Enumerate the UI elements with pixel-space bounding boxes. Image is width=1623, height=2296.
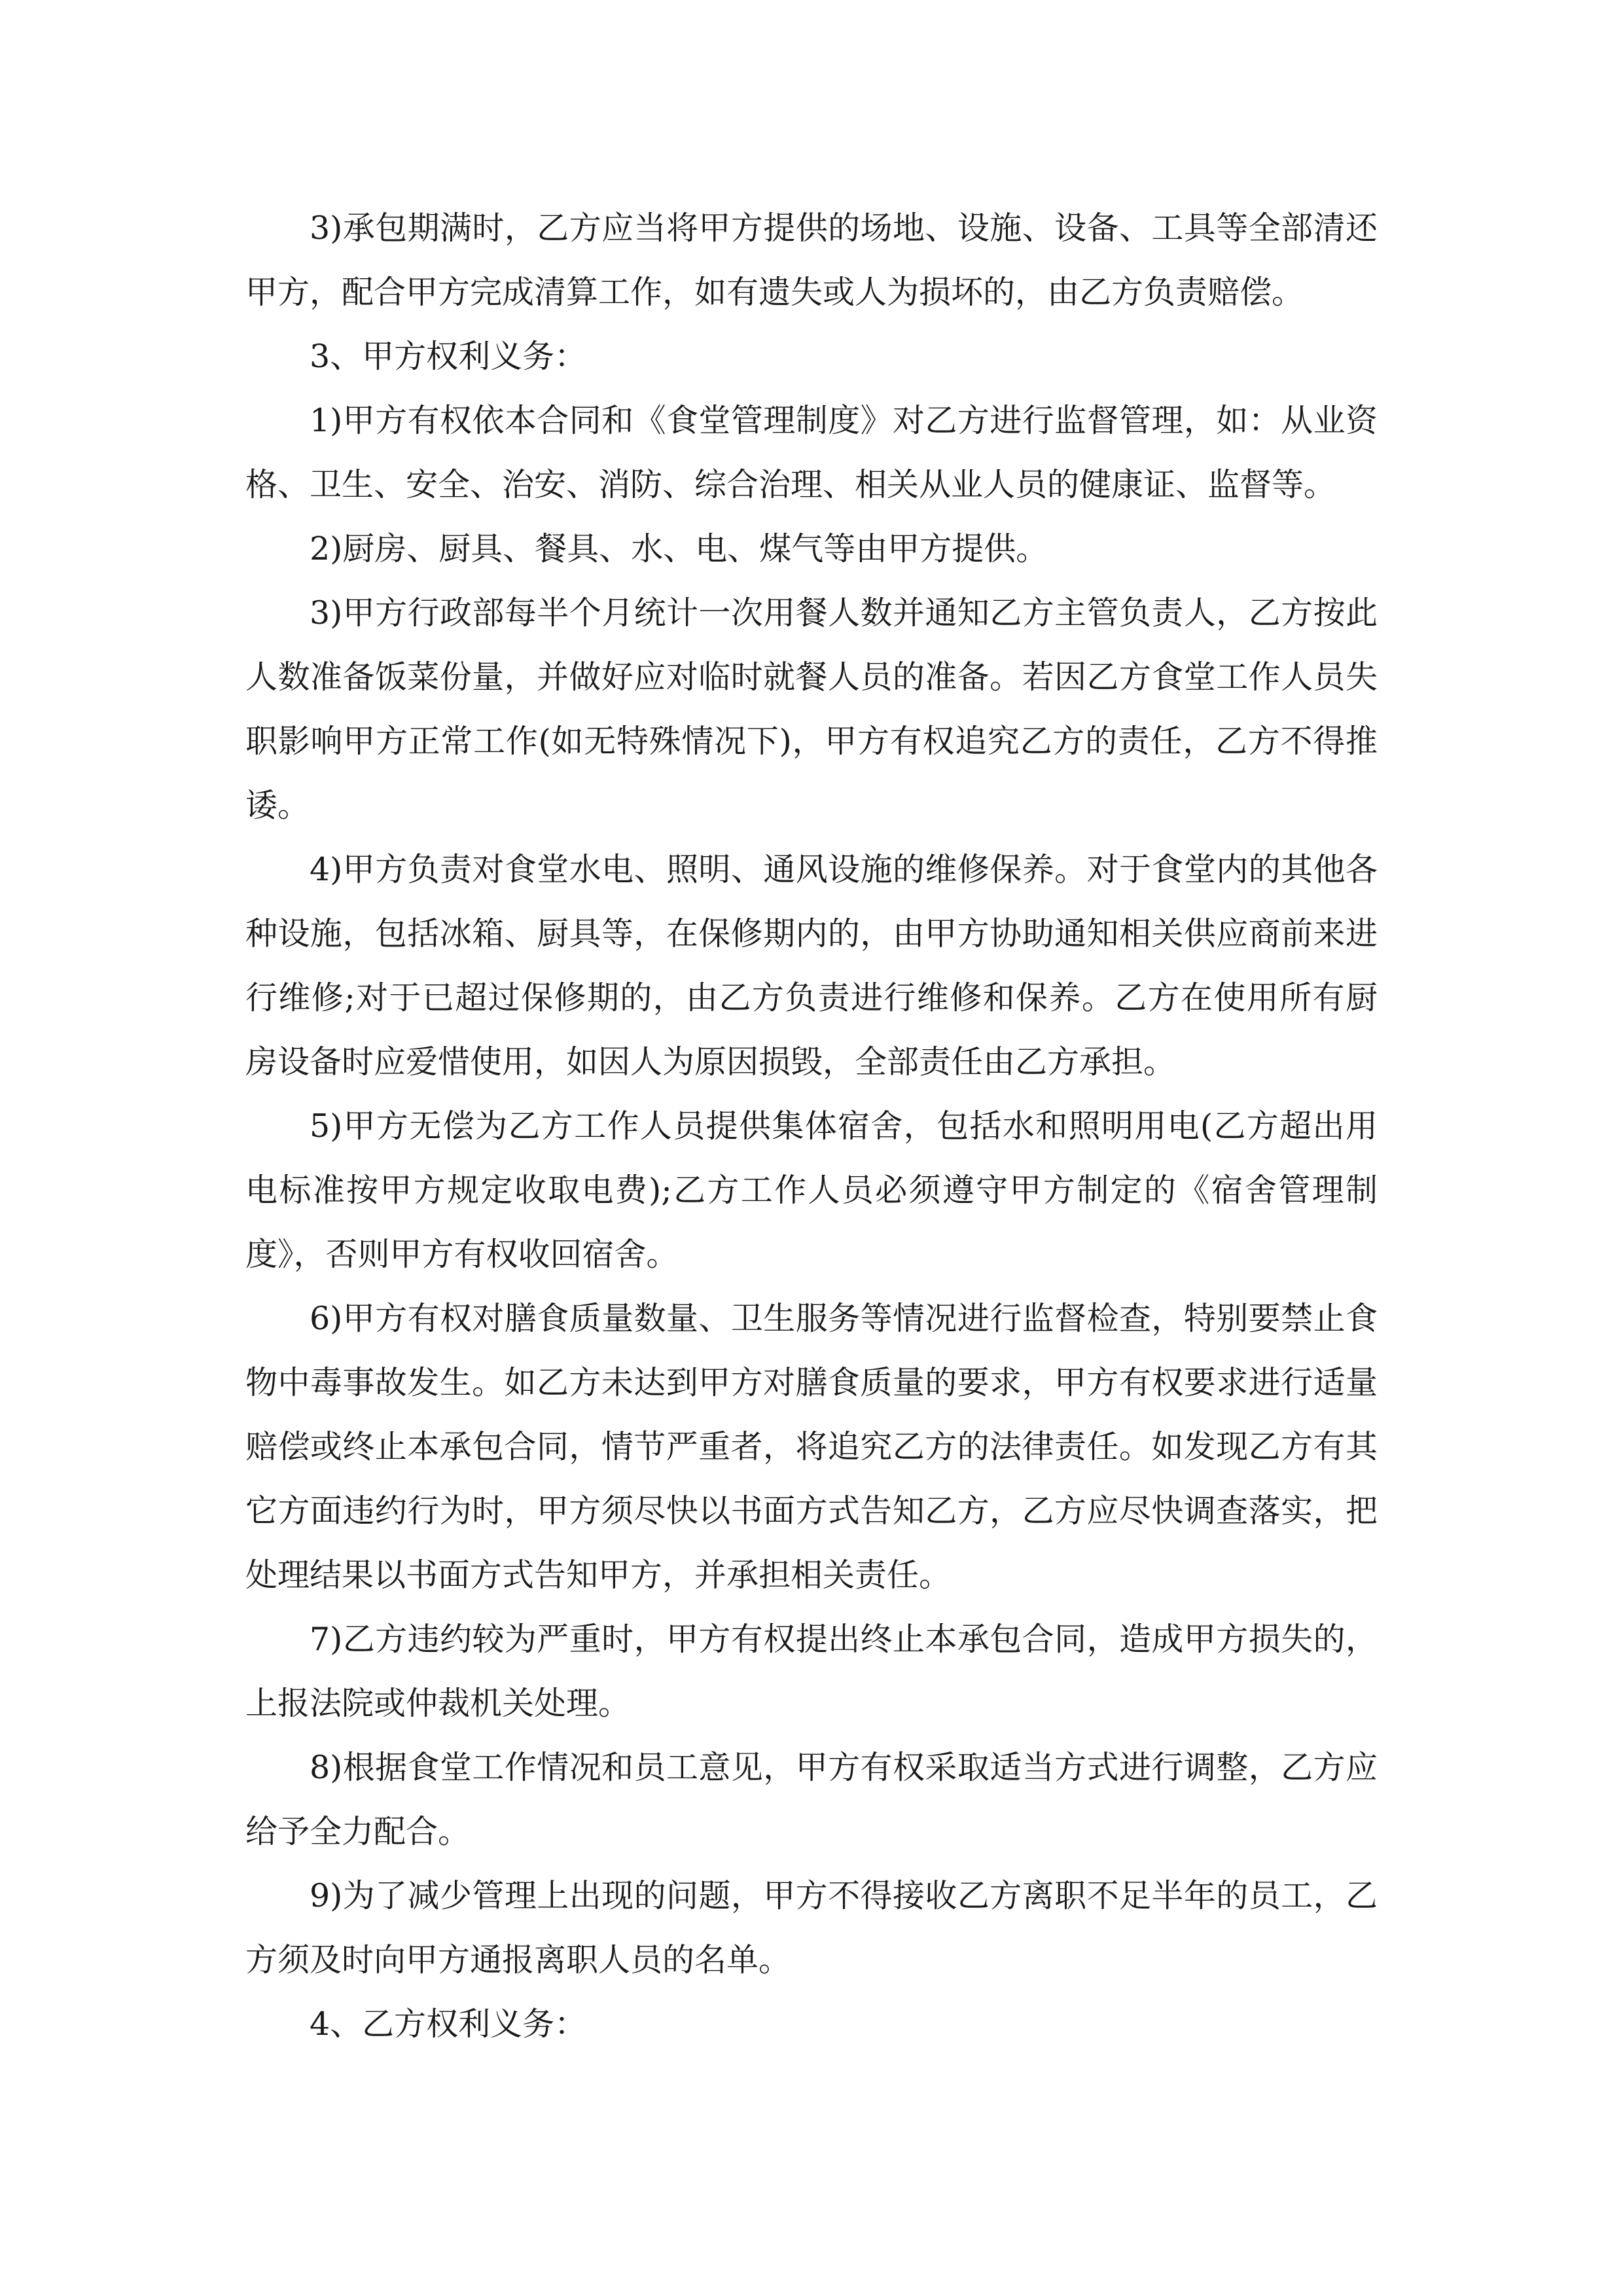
- clause-paragraph: 6)甲方有权对膳食质量数量、卫生服务等情况进行监督检查，特别要禁止食物中毒事故发生。如乙方未达到甲方对膳食质量的要求，甲方有权要求进行适量赔偿或终止本承包合同，情节严重者，将追究乙方的法律责任。如发现乙方有其它方面违约行为时，甲方须尽快以书面方式告知乙方，乙方应尽快调查落实，把处理结果以书面方式告知甲方，并承担相关责任。: [245, 1300, 1378, 1594]
- clause-paragraph: 8)根据食堂工作情况和员工意见，甲方有权采取适当方式进行调整，乙方应给予全力配合。: [245, 1749, 1378, 1850]
- clause-paragraph: 5)甲方无偿为乙方工作人员提供集体宿舍，包括水和照明用电(乙方超出用电标准按甲方规定收取电费);乙方工作人员必须遵守甲方制定的《宿舍管理制度》，否则甲方有权收回宿舍。: [245, 1107, 1378, 1273]
- section-heading: 4、乙方权利义务：: [310, 2005, 587, 2043]
- clause-paragraph: 3)甲方行政部每半个月统计一次用餐人数并通知乙方主管负责人，乙方按此人数准备饭菜份量，并做好应对临时就餐人员的准备。若因乙方食堂工作人员失职影响甲方正常工作(如无特殊情况下)，甲方有权追究乙方的责任，乙方不得推诿。: [245, 594, 1378, 824]
- clause-paragraph: 7)乙方违约较为严重时，甲方有权提出终止本承包合同，造成甲方损失的，上报法院或仲裁机关处理。: [245, 1621, 1378, 1722]
- clause-paragraph: 3)承包期满时，乙方应当将甲方提供的场地、设施、设备、工具等全部清还甲方，配合甲方完成清算工作，如有遗失或人为损坏的，由乙方负责赔偿。: [245, 209, 1378, 311]
- section-heading: 3、甲方权利义务：: [310, 338, 587, 375]
- document-body: [245, 196, 1378, 2056]
- clause-paragraph: 4)甲方负责对食堂水电、照明、通风设施的维修保养。对于食堂内的其他各种设施，包括冰箱、厨具等，在保修期内的，由甲方协助通知相关供应商前来进行维修;对于已超过保修期的，由乙方负责进行维修和保养。乙方在使用所有厨房设备时应爱惜使用，如因人为原因损毁，全部责任由乙方承担。: [245, 851, 1378, 1081]
- clause-paragraph: 9)为了减少管理上出现的问题，甲方不得接收乙方离职不足半年的员工，乙方须及时向甲方通报离职人员的名单。: [245, 1877, 1378, 1979]
- clause-paragraph: 2)厨房、厨具、餐具、水、电、煤气等由甲方提供。: [310, 530, 1048, 567]
- clause-paragraph: 1)甲方有权依本合同和《食堂管理制度》对乙方进行监督管理，如：从业资格、卫生、安全、治安、消防、综合治理、相关从业人员的健康证、监督等。: [245, 402, 1378, 503]
